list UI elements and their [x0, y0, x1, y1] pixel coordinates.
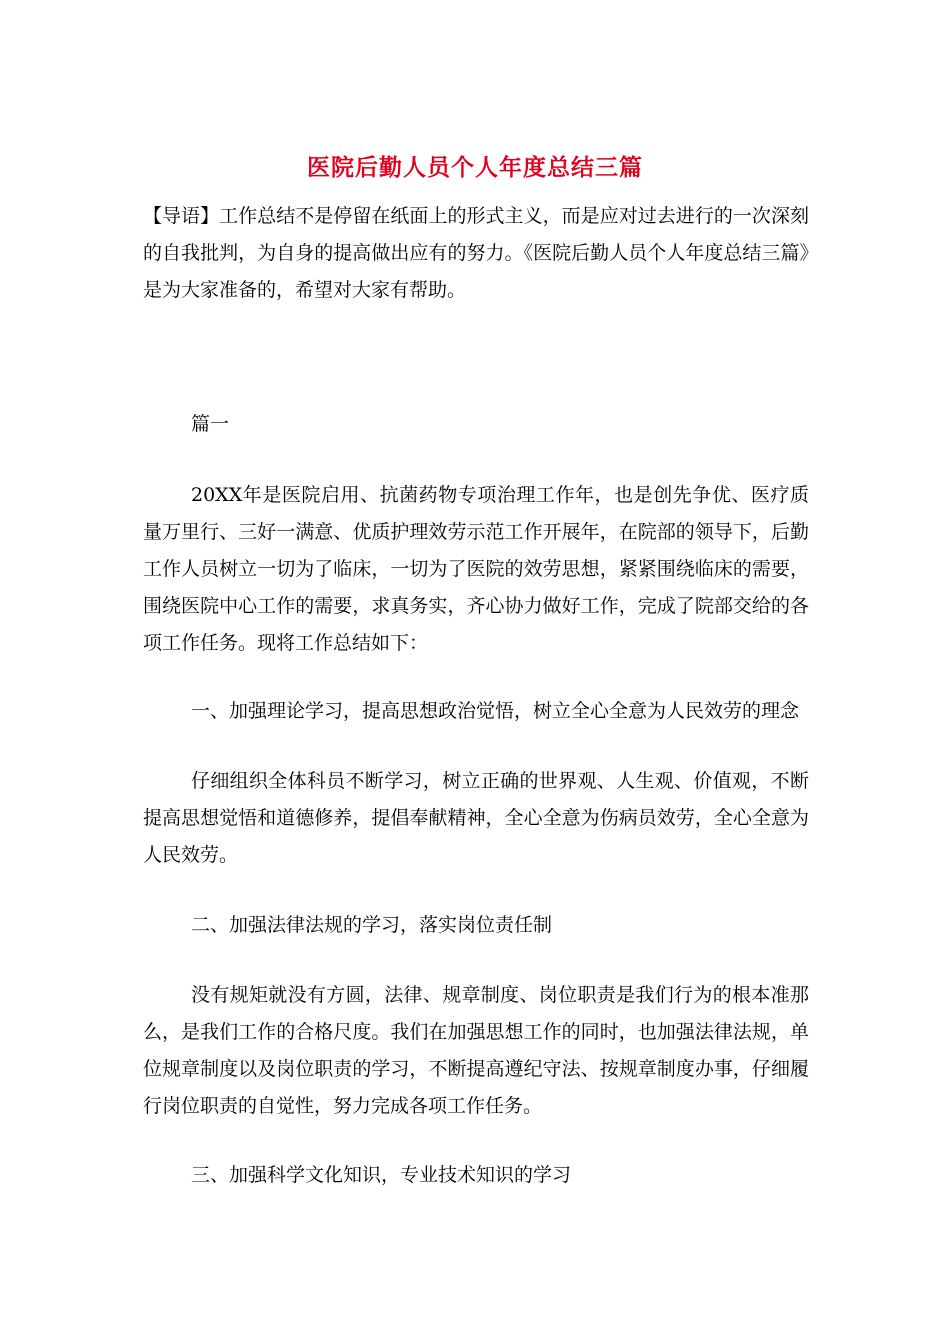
- body-paragraph-1: 20XX年是医院启用、抗菌药物专项治理工作年，也是创先争优、医疗质量万里行、三好一满意、优质护理效劳示范工作开展年，在院部的领导下，后勤工作人员树立一切为了临床，一切为了医院的效劳思想，紧紧围绕临床的需要，围绕医院中心工作的需要，求真务实，齐心协力做好工作，完成了院部交给的各项工作任务。现将工作总结如下：: [143, 484, 809, 654]
- section-heading-3: 三、加强科学文化知识，专业技术知识的学习: [191, 1164, 572, 1186]
- body-paragraph-3: 没有规矩就没有方圆，法律、规章制度、岗位职责是我们行为的根本准那么，是我们工作的合格尺度。我们在加强思想工作的同时，也加强法律法规，单位规章制度以及岗位职责的学习，不断提高遵纪守法、按规章制度办事，仔细履行岗位职责的自觉性，努力完成各项工作任务。: [143, 984, 809, 1117]
- section-heading-1: 一、加强理论学习，提高思想政治觉悟，树立全心全意为人民效劳的理念: [191, 700, 800, 722]
- section-label: 篇一: [191, 413, 230, 435]
- intro-paragraph: 【导语】工作总结不是停留在纸面上的形式主义，而是应对过去进行的一次深刻的自我批判，为自身的提高做出应有的努力。《医院后勤人员个人年度总结三篇》是为大家准备的，希望对大家有帮助。: [143, 205, 809, 301]
- document-title: 医院后勤人员个人年度总结三篇: [307, 155, 643, 181]
- section-heading-2: 二、加强法律法规的学习，落实岗位责任制: [191, 914, 553, 936]
- body-paragraph-2: 仔细组织全体科员不断学习，树立正确的世界观、人生观、价值观，不断提高思想觉悟和道德修养，提倡奉献精神，全心全意为伤病员效劳，全心全意为人民效劳。: [143, 770, 809, 866]
